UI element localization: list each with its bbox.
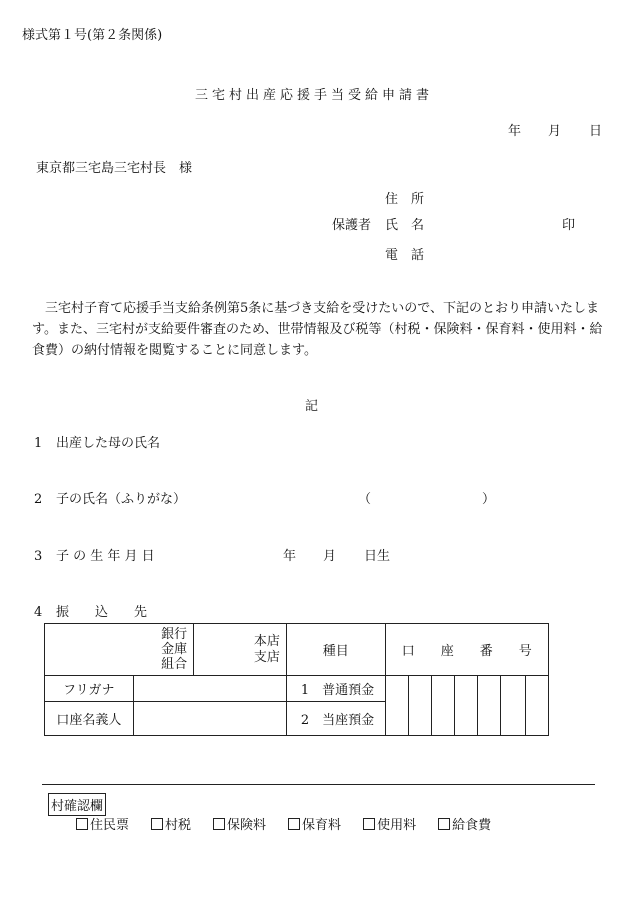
check-hoikuryo[interactable] xyxy=(288,814,341,833)
check-label: 保育料 xyxy=(302,818,342,833)
account-holder-field[interactable] xyxy=(133,702,286,736)
checkbox-icon[interactable] xyxy=(288,818,300,830)
birth-day-label: 日生 xyxy=(364,549,391,564)
date-month-label: 月 xyxy=(548,124,562,139)
check-label: 村税 xyxy=(165,818,192,833)
check-sonzei[interactable] xyxy=(151,814,191,833)
checkbox-icon[interactable] xyxy=(76,818,88,830)
account-holder-label: 口座名義人 xyxy=(45,702,134,736)
furigana-paren-open: （ xyxy=(358,492,372,507)
checkbox-icon[interactable] xyxy=(213,818,225,830)
branch-type-main: 本店 xyxy=(253,633,280,649)
item-1-label: 出産した母の氏名 xyxy=(56,436,161,451)
checkbox-icon[interactable] xyxy=(438,818,450,830)
check-label: 住民票 xyxy=(90,818,130,833)
branch-name-cell[interactable] xyxy=(194,624,287,676)
bank-type-kumiai: 組合 xyxy=(161,657,188,672)
section-divider xyxy=(42,784,595,785)
form-title: 三宅村出産応援手当受給申請書 xyxy=(195,88,434,103)
address-label: 住 所 xyxy=(385,192,425,207)
seal-mark: 印 xyxy=(562,218,576,233)
form-number: 様式第１号(第２条関係) xyxy=(22,28,163,43)
name-label: 氏 名 xyxy=(385,218,425,233)
addressee: 東京都三宅島三宅村長 様 xyxy=(36,161,193,176)
check-kyushokuhi[interactable] xyxy=(438,814,491,833)
date-year-label: 年 xyxy=(508,124,522,139)
birth-month-label: 月 xyxy=(323,549,337,564)
furigana-field[interactable] xyxy=(133,676,286,702)
bank-type-list xyxy=(161,627,187,672)
check-label: 給食費 xyxy=(452,818,492,833)
account-digit-3[interactable] xyxy=(431,676,454,736)
item-1-number: 1 xyxy=(34,436,43,451)
item-4-label: 振 込 先 xyxy=(56,605,148,620)
record-heading: 記 xyxy=(305,399,319,414)
furigana-label: フリガナ xyxy=(45,676,134,702)
check-label: 保険料 xyxy=(227,818,267,833)
date-day-label: 日 xyxy=(589,124,603,139)
item-3-number: 3 xyxy=(34,549,43,564)
village-confirm-label: 村確認欄 xyxy=(48,793,106,816)
village-confirm-checklist xyxy=(76,814,491,833)
check-shiyoryo[interactable] xyxy=(363,814,416,833)
checkbox-icon[interactable] xyxy=(151,818,163,830)
branch-type-branch: 支店 xyxy=(253,649,280,665)
check-hokenryo[interactable] xyxy=(213,814,266,833)
account-digit-6[interactable] xyxy=(501,676,525,736)
account-digit-5[interactable] xyxy=(478,676,501,736)
account-number-header: 口 座 番 号 xyxy=(385,624,548,676)
bank-account-table xyxy=(44,623,549,736)
bank-name-cell[interactable] xyxy=(45,624,194,676)
item-2-label: 子の氏名（ふりがな） xyxy=(56,492,187,507)
check-juminhyo[interactable] xyxy=(76,814,129,833)
account-digit-2[interactable] xyxy=(408,676,431,736)
item-2-number: 2 xyxy=(34,492,43,507)
type-header: 種目 xyxy=(286,624,385,676)
check-label: 使用料 xyxy=(377,818,417,833)
bank-type-bank: 銀行 xyxy=(161,627,188,642)
item-3-label: 子 の 生 年 月 日 xyxy=(56,549,155,564)
checkbox-icon[interactable] xyxy=(363,818,375,830)
account-digit-1[interactable] xyxy=(385,676,408,736)
account-digit-7[interactable] xyxy=(525,676,548,736)
type-option-checking[interactable]: 2 当座預金 xyxy=(286,702,385,736)
birth-year-label: 年 xyxy=(283,549,297,564)
account-digit-4[interactable] xyxy=(455,676,478,736)
item-4-number: 4 xyxy=(34,605,43,620)
type-option-ordinary[interactable]: 1 普通預金 xyxy=(286,676,385,702)
furigana-paren-close: ） xyxy=(482,492,496,507)
bank-type-shinkin: 金庫 xyxy=(161,642,188,657)
consent-paragraph: 三宅村子育て応援手当支給条例第5条に基づき支給を受けたいので、下記のとおり申請いたします。また、三宅村が支給要件審査のため、世帯情報及び税等（村税・保険料・保育料・使用料・給食費）の納付情報を閲覧することに同意します。 xyxy=(32,301,603,358)
phone-label: 電 話 xyxy=(385,248,425,263)
branch-type-list xyxy=(194,634,286,666)
guardian-label: 保護者 xyxy=(332,218,372,233)
